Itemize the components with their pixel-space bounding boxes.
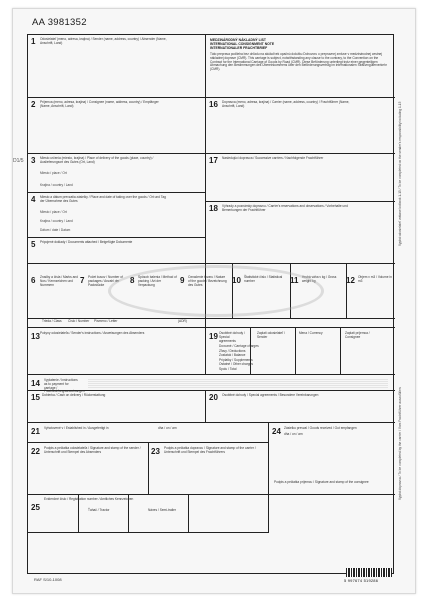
- box-number: 12: [346, 276, 355, 285]
- payment-deductions: Zľavy / Deductions: [219, 348, 246, 353]
- country-field: Krajina / country / Land: [40, 219, 73, 223]
- printer-code: RAF S/10-1008: [34, 577, 62, 582]
- box-number: 23: [151, 447, 160, 456]
- box-label: Dopravca (meno, adresa, krajina) / Carrier (name, address, country) / Frachtführer (Name, Anschrift, Land): [222, 100, 350, 108]
- box-number: 3: [31, 156, 36, 165]
- payment-carriage: Dovozné / Carriage charges: [219, 344, 259, 348]
- date-field: dňa / on / am: [158, 426, 177, 430]
- box-25-registration[interactable]: [28, 495, 268, 533]
- box-number: 21: [31, 427, 40, 436]
- title-en: INTERNATIONAL CONSIGNMENT NOTE: [210, 42, 275, 46]
- payment-supplements: Príplatky / Supplements: [219, 357, 253, 362]
- box-label: Výhrady a poznámky dopravcu / Carrier's reservations and observations / Vorbehalte und Bemerkungen der Frachtführer: [222, 204, 348, 212]
- box-label: Pripojené doklady / Documents attached / Beigefügte Dokumente: [40, 240, 133, 244]
- hazard-class: Trieda / Class: [42, 319, 62, 323]
- box-16-carrier[interactable]: [205, 98, 395, 154]
- box-22-sender-sign[interactable]: [28, 443, 148, 495]
- reg-divider: [188, 495, 189, 533]
- box-18-reservations[interactable]: [205, 202, 395, 264]
- box-label: Zásielku prevzal / Goods received / Gut empfangen: [284, 426, 357, 430]
- box-label: Nasledujúci dopravca / Successive carriers / Nachfolgende Frachtführer: [222, 156, 324, 160]
- box-number: 14: [31, 379, 40, 388]
- box-label: Vyhotovené v / Established in / Ausgefertigt in: [44, 426, 109, 430]
- reg-divider: [78, 495, 79, 533]
- payment-total: Spolu / Total: [219, 366, 237, 371]
- title-de: INTERNATIONALER FRACHTBRIEF: [210, 46, 268, 50]
- box-number: 20: [209, 393, 218, 402]
- barcode: [346, 568, 392, 577]
- box-label: Osobitné dohody / Special agreements / Besondere Vereinbarungen: [222, 393, 319, 397]
- box-number: 17: [209, 156, 218, 165]
- box-label: Evidenčné číslo / Registration number / Amtliches Kennzeichen: [44, 497, 134, 501]
- currency: Mena / Currency: [299, 331, 323, 335]
- payment-list: [219, 344, 259, 371]
- signature-label: Podpis a pečiatka príjemcu / Signature and stamp of the consignee: [274, 480, 369, 484]
- split-line: [268, 423, 269, 533]
- box-number: 1: [31, 37, 36, 46]
- payer-consignee: Zaplatí príjemca / Consignee: [345, 331, 370, 339]
- box-label: Spôsob balenia / Method of packing / Art der Verpackung: [138, 275, 177, 287]
- box-15-cod[interactable]: [28, 391, 205, 423]
- box-label: Podpis a pečiatka dopravcu / Signature and stamp of the carrier / Unterschrift und Stempel des Frachtführers: [164, 446, 256, 454]
- box-label: Miesto a dátum prevzatia zásielky / Place and date of taking over the goods / Ort und Tag der Übernahme des Gutes: [40, 195, 166, 203]
- box-number: 19: [209, 332, 218, 341]
- box-number: 2: [31, 100, 36, 109]
- place-field: Miesto / place / Ort: [40, 210, 67, 214]
- box-label: Objem v m3 / Volume in m3: [358, 275, 392, 283]
- hazard-letter: Písmeno / Letter: [94, 319, 118, 323]
- box-number: 11: [290, 276, 299, 285]
- payer-sender: Zaplatí odosielateľ / Sender: [257, 331, 285, 339]
- title-sk: MEDZINÁRODNÝ NÁKLADNÝ LIST: [210, 38, 266, 42]
- side-note-carrier: Vyplní dopravca / To be completed by the carrier / Vom Frachtführer auszufüllen: [398, 387, 402, 500]
- side-note-sender: Vyplní odosielateľ vrátane kolónok 1-15 / To be completed on the sender's responsibility including 1-15: [398, 101, 402, 246]
- box-number: 10: [232, 276, 241, 285]
- reg-divider: [128, 495, 129, 533]
- watermark: [108, 265, 324, 317]
- cmr-note: Táto preprava podlieha bez ohľadu na akúkoľvek opačnú doložku Dohovoru o prepravnej zmluve v medzinárodnej cestnej nákladnej doprave (CMR). This carriage is subject, notwithstanding any clause to the contrary, to the Convention on the Contract for the International Carriage of Goods by Road (CMR). Diese Beförderung unterliegt trotz einer gegenteiligen Abmachung den Bestimmungen des Übereinkommens über den Beförderungsvertrag im internationalen Straßengüterverkehr (CMR).: [210, 52, 387, 72]
- box-number: 4: [31, 195, 36, 204]
- hazard-row[interactable]: [28, 318, 395, 328]
- box-number: 7: [80, 276, 85, 285]
- sign-divider: [148, 443, 149, 495]
- box-label: Značky a čísla / Marks and Nos / Kennzeichen und Nummern: [40, 275, 78, 287]
- box-19-agreements[interactable]: [205, 328, 395, 375]
- box-20-special[interactable]: [205, 391, 395, 423]
- box-4-takeover[interactable]: [28, 193, 205, 238]
- hazard-adr: (ADR): [178, 319, 187, 323]
- box-number: 25: [31, 503, 40, 512]
- form-header: [205, 35, 395, 98]
- tractor-label: Ťahač / Tractor: [88, 508, 110, 512]
- payment-balance: Zostatok / Balance: [219, 353, 246, 357]
- date-field: Dátum / date / Datum: [40, 228, 71, 232]
- box-number: 8: [130, 276, 135, 285]
- box-label: Dobierka / Cash on delivery / Rückerstattung: [42, 393, 106, 397]
- box-number: 9: [180, 276, 185, 285]
- agreements-divider: [250, 328, 251, 375]
- box-label: Hrubá váha v kg / Gross weight kg: [302, 275, 337, 283]
- barcode-number: 5 997674 519286: [344, 578, 379, 583]
- box-number: 5: [31, 240, 36, 249]
- box-label: Odosielateľ (meno, adresa, krajina) / Sender (name, address, country) / Absender (Name, Anschrift, Land): [40, 37, 167, 45]
- serial-number: AA 3981352: [32, 17, 87, 28]
- hazard-number: Číslo / Number: [68, 319, 90, 323]
- box-label: Podpis a pečiatka odosielateľa / Signature and stamp of the sender / Unterschrift und Stempel des Absenders: [44, 446, 141, 454]
- trailer-label: Náves / Semi-trailer: [148, 508, 176, 512]
- box-label: Miesto určenia (miesto, krajina) / Place of delivery of the goods (place, country) / Auslieferungsort des Gutes (Ort, Land): [40, 156, 154, 164]
- cmr-form: [27, 34, 394, 574]
- box-23-carrier-sign[interactable]: [148, 443, 268, 495]
- box-3-delivery[interactable]: [28, 154, 205, 193]
- box-number: 24: [272, 427, 281, 436]
- box-label: Vyplatenie / Instructions as to payment for carriage / Frachtzahlungsanweisungen: [44, 378, 85, 394]
- split-line: [205, 391, 206, 423]
- box-number: 15: [31, 393, 40, 402]
- box-number: 16: [209, 100, 218, 109]
- box-21-established[interactable]: [28, 423, 268, 443]
- box-number: 18: [209, 204, 218, 213]
- place-field: Miesto / place / Ort: [40, 171, 67, 175]
- country-field: Krajina / country / Land: [40, 183, 73, 187]
- box-label: Štatistické číslo / Statistical number: [244, 275, 283, 283]
- goods-divider: [346, 264, 347, 318]
- box-label: Príjemca (meno, adresa, krajina) / Consignee (name, address, country) / Empfänger (Name, Anschrift, Land): [40, 100, 159, 108]
- box-1-sender[interactable]: [28, 35, 205, 98]
- box-label: Pokyny odosielateľa / Sender's instructions / Anweisungen des Absenders: [40, 331, 145, 335]
- box-2-consignee[interactable]: [28, 98, 205, 154]
- box-24-received[interactable]: [268, 423, 395, 495]
- box-13-instructions[interactable]: [28, 328, 205, 375]
- agreements-divider: [295, 328, 296, 375]
- box-number: 6: [31, 276, 36, 285]
- date-field: dňa / on / am: [284, 432, 303, 436]
- box-number: 13: [31, 332, 40, 341]
- box-label: Počet kusov / Number of packages / Anzahl der Packstücke: [88, 275, 123, 287]
- box-5-documents[interactable]: [28, 238, 205, 264]
- agreements-divider: [340, 328, 341, 375]
- box-number: 22: [31, 447, 40, 456]
- box-label: Osobitné dohody / Special agreements: [219, 331, 245, 343]
- payment-other: Ostatné / Other charges: [219, 362, 254, 366]
- side-code: D1/5: [13, 158, 24, 164]
- box-17-successive[interactable]: [205, 154, 395, 202]
- box-label: Označenie tovaru / Nature of the goods / Bezeichnung des Gutes: [188, 275, 227, 287]
- shaded-area: [88, 378, 388, 388]
